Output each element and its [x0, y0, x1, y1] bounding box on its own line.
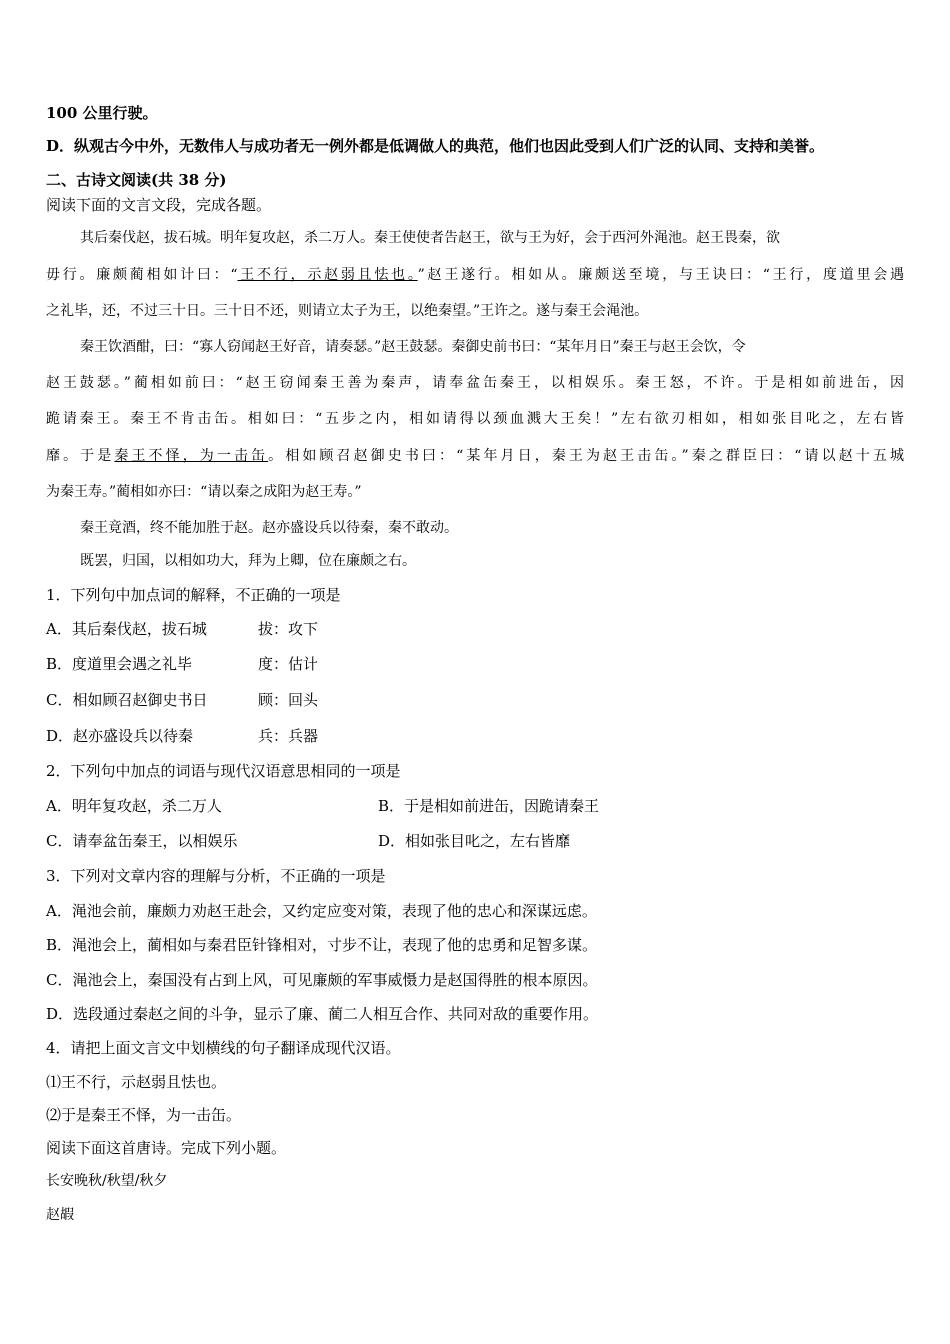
passage-p3: 秦王竟酒，终不能加胜于赵。赵亦盛设兵以待秦，秦不敢动。	[80, 520, 458, 536]
passage-p2-line5: 为秦王寿。”蔺相如亦曰：“请以秦之成阳为赵王寿。”	[46, 484, 362, 500]
q4-item-1: ⑴王不行，示赵弱且怯也。	[46, 1073, 227, 1091]
passage-p1-line3: 之礼毕，还，不过三十日。三十日不还，则请立太子为王，以绝秦望。”王许之。遂与秦王会渑池。	[46, 303, 649, 319]
prev-option-d	[46, 137, 824, 155]
q2-option-d: D．相如张目叱之，左右皆靡	[378, 832, 571, 850]
q3-stem: 3．下列对文章内容的理解与分析，不正确的一项是	[46, 867, 386, 885]
passage-p2-line3: 跪请秦王。秦王不肯击缶。相如曰：“五步之内，相如请得以颈血溅大王矣！”左右欲刃相如，相如张目叱之，左右皆	[46, 411, 904, 427]
passage-p2-line4: 靡。于是秦王不怿，为一击缶。相如顾召赵御史书曰：“某年月日，秦王为赵王击缶。”秦之群臣曰：“请以赵十五城	[46, 448, 904, 464]
q3-option-b: B．渑池会上，蔺相如与秦君臣针锋相对，寸步不让，表现了他的忠勇和足智多谋。	[46, 936, 598, 954]
q1-option-b: B．度道里会遇之礼毕 度：估计	[46, 655, 319, 673]
passage-p1-line1: 其后秦伐赵，拔石城。明年复攻赵，杀二万人。秦王使使者告赵王，欲与王为好，会于西河外渑池。赵王畏秦，欲	[80, 230, 780, 246]
q2-option-c: C．请奉盆缶秦王，以相娱乐	[46, 832, 238, 850]
q1-option-c: C．相如顾召赵御史书日 顾：回头	[46, 691, 319, 709]
q1-stem: 1．下列句中加点词的解释，不正确的一项是	[46, 586, 341, 604]
passage-p2-line2: 赵王鼓瑟。”蔺相如前曰：“赵王窃闻秦王善为秦声，请奉盆缶秦王，以相娱乐。秦王怒，不许。于是相如前进缶，因	[46, 375, 904, 391]
passage-p1-line2: 毋行。廉颇蔺相如计曰：“王不行，示赵弱且怯也。”赵王遂行。相如从。廉颇送至境，与王诀曰：“王行，度道里会遇	[46, 267, 904, 283]
q3-option-c: C．渑池会上，秦国没有占到上风，可见廉颇的军事威慑力是赵国得胜的根本原因。	[46, 971, 598, 989]
section-instruction: 阅读下面的文言文段，完成各题。	[46, 196, 272, 214]
poem-title: 长安晚秋/秋望/秋夕	[46, 1173, 168, 1189]
q2-option-b: B．于是相如前进缶，因跪请秦王	[378, 797, 600, 815]
underlined-sentence-1: 王不行，示赵弱且怯也。	[237, 267, 418, 283]
prev-answer-tail: 100 公里行驶。	[46, 104, 158, 122]
option-text: 纵观古今中外，无数伟人与成功者无一例外都是低调做人的典范，他们也因此受到人们广泛的认同、支持和美誉。	[74, 137, 825, 155]
poem-instruction: 阅读下面这首唐诗。完成下列小题。	[46, 1139, 287, 1157]
q4-item-2: ⑵于是秦王不怿，为一击缶。	[46, 1106, 242, 1124]
q3-option-a: A．渑池会前，廉颇力劝赵王赴会，又约定应变对策，表现了他的忠心和深谋远虑。	[46, 902, 597, 920]
q2-options-row2	[46, 832, 904, 850]
q2-option-a: A．明年复攻赵，杀二万人	[46, 797, 222, 815]
passage-p4: 既罢，归国，以相如功大，拜为上卿，位在廉颇之右。	[80, 553, 416, 569]
q1-option-d: D．赵亦盛设兵以待秦 兵：兵器	[46, 727, 319, 745]
underlined-sentence-2: 秦王不怿，为一击缶	[114, 448, 269, 464]
q2-stem: 2．下列句中加点的词语与现代汉语意思相同的一项是	[46, 762, 401, 780]
q2-options-row1	[46, 797, 904, 815]
q1-option-a: A．其后秦伐赵，拔石城 拔：攻下	[46, 620, 319, 638]
q3-option-d: D．选段通过秦赵之间的斗争，显示了廉、蔺二人相互合作、共同对敌的重要作用。	[46, 1005, 599, 1023]
section-title: 二、古诗文阅读(共 38 分)	[46, 171, 227, 189]
option-label: D．	[46, 137, 75, 155]
passage-p2-line1: 秦王饮酒酣，曰：“寡人窃闻赵王好音，请奏瑟。”赵王鼓瑟。秦御史前书曰：“某年月日”秦王与赵王会饮，令	[80, 339, 746, 355]
q4-stem: 4．请把上面文言文中划横线的句子翻译成现代汉语。	[46, 1039, 401, 1057]
poem-author: 赵嘏	[46, 1207, 74, 1223]
